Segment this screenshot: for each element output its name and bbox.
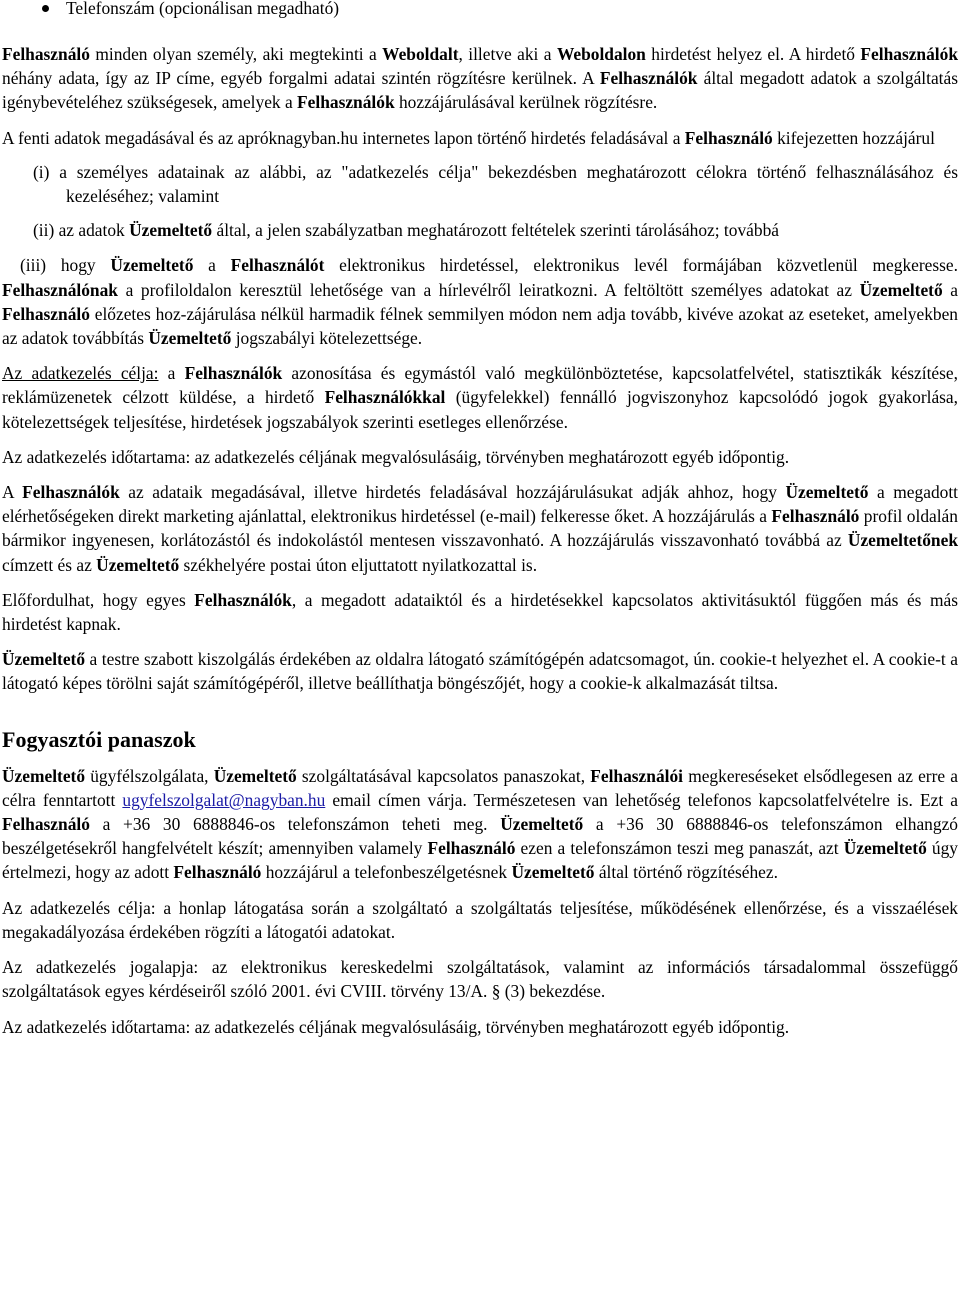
consent-item-ii: (ii) az adatok Üzemeltető által, a jelen szabályzatban meghatározott feltételek szerinti tárolásához; továbbá xyxy=(33,220,779,241)
paragraph-processing-purpose: Az adatkezelés célja: a Felhasználók azonosítása és egymástól való megkülönböztetése, kapcsolatfelvétel, statisztikák készítése, reklámüzenetek célzott küldése, a hirdető Felhasználókkal (ügyfelekkel) fennálló jogviszonyhoz kapcsolódó jogok gyakorlása, kötelezettségek teljesítése, hirdetések jogszabályok szerinti esetleges ellenőrzése. xyxy=(2,363,958,432)
consent-item-iii: (iii) hogy Üzemeltető a Felhasználót elektronikus hirdetéssel, elektronikus levél formájában közvetlenül megkeresse. Felhasználónak a profiloldalon keresztül lehetősége van a hírlevélről leiratkozni. A feltöltött személyes adatokat az Üzemeltető a Felhasználó előzetes hoz-zájárulása nélkül harmadik félnek semmilyen módon nem adja tovább, kivéve azokat az eseteket, amelyekben az adatok továbbítás Üzemeltető jogszabályi kötelezettsége. xyxy=(2,255,958,349)
paragraph-complaints: Üzemeltető ügyfélszolgálata, Üzemeltető szolgáltatásával kapcsolatos panaszokat, Felhasználói megkereséseket elsődlegesen az erre a célra fenntartott ugyfelszolgalat@nagyban.hu email címen várja. Természetesen van lehetőség telefonos kapcsolatfelvételre is. Ezt a Felhasználó a +36 30 6888846-os telefonszámon teheti meg. Üzemeltető a +36 30 6888846-os telefonszámon elhangzó beszélgetésekről hangfelvételt készít; amennyiben valamely Felhasználó ezen a telefonszámon teszi meg panaszát, azt Üzemeltető úgy értelmezi, hogy az adott Felhasználó hozzájárul a telefonbeszélgetésnek Üzemeltető által történő rögzítéséhez. xyxy=(2,765,958,883)
paragraph-legal-basis: Az adatkezelés jogalapja: az elektronikus kereskedelmi szolgáltatások, valamint az információs társadalommal összefüggő szolgáltatások egyes kérdéseiről szóló 2001. évi CVIII. törvény 13/A. § (3) bekezdése. xyxy=(2,957,958,1002)
paragraph-consent-intro: A fenti adatok megadásával és az apróknagyban.hu internetes lapon történő hirdetés feladásával a Felhasználó kifejezetten hozzájárul xyxy=(2,127,935,148)
consent-item-i: (i) a személyes adatainak az alábbi, az "adatkezelés célja" bekezdésben meghatározott célokra történő felhasználásához és kezeléséhez; valamint xyxy=(33,161,958,207)
paragraph-marketing-consent: A Felhasználók az adataik megadásával, illetve hirdetés feladásával hozzájárulásukat adják ahhoz, hogy Üzemeltető a megadott elérhetőségeken direkt marketing ajánlattal, elektronikus hirdetéssel (e-mail) felkeresse őket. A hozzájárulás a Felhasználó profil oldalán bármikor ingyenesen, korlátozástól és indokolástól mentesen visszavonható. A hozzájárulás visszavonható továbbá az Üzemeltetőnek címzett és az Üzemeltető székhelyére postai úton eljuttatott nyilatkozattal is. xyxy=(2,482,958,575)
paragraph-processing-duration-2: Az adatkezelés időtartama: az adatkezelés céljának megvalósulásáig, törvényben meghatározott egyéb időpontig. xyxy=(2,1016,790,1037)
paragraph-processing-duration: Az adatkezelés időtartama: az adatkezelés céljának megvalósulásáig, törvényben meghatározott egyéb időpontig. xyxy=(2,446,790,467)
bullet-dot-icon xyxy=(42,5,49,12)
paragraph-processing-purpose-2: Az adatkezelés célja: a honlap látogatása során a szolgáltató a szolgáltatás teljesítése, működésének ellenőrzése, és a visszaélések megakadályozása érdekében rögzíti a látogatói adatokat. xyxy=(2,897,958,942)
support-email-link[interactable]: ugyfelszolgalat@nagyban.hu xyxy=(122,789,326,810)
bullet-text: Telefonszám (opcionálisan megadható) xyxy=(66,0,340,18)
paragraph-personalized-ads: Előfordulhat, hogy egyes Felhasználók, a megadott adataiktól és a hirdetésekkel kapcsolatos aktivitásuktól függően más és más hirdetést kapnak. xyxy=(2,589,958,635)
paragraph-users-definition: Felhasználó minden olyan személy, aki megtekinti a Weboldalt, illetve aki a Weboldalon hirdetést helyez el. A hirdető Felhasználók néhány adata, így az IP címe, egyéb forgalmi adatai szintén rögzítésre kerülnek. A Felhasználók által megadott adatok a szolgáltatás igénybevételéhez szükségesek, amelyek a Felhasználók hozzájárulásával kerülnek rögzítésre. xyxy=(2,44,958,113)
paragraph-cookies: Üzemeltető a testre szabott kiszolgálás érdekében az oldalra látogató számítógépén adatcsomagot, ún. cookie-t helyezhet el. A cookie-t a látogató képes törölni saját számítógépéről, illetve beállíthatja böngészőjét, hogy a cookie-k alkalmazását tiltsa. xyxy=(2,649,958,694)
section-heading-complaints: Fogyasztói panaszok xyxy=(2,726,196,752)
bullet-item-phone xyxy=(2,0,958,20)
